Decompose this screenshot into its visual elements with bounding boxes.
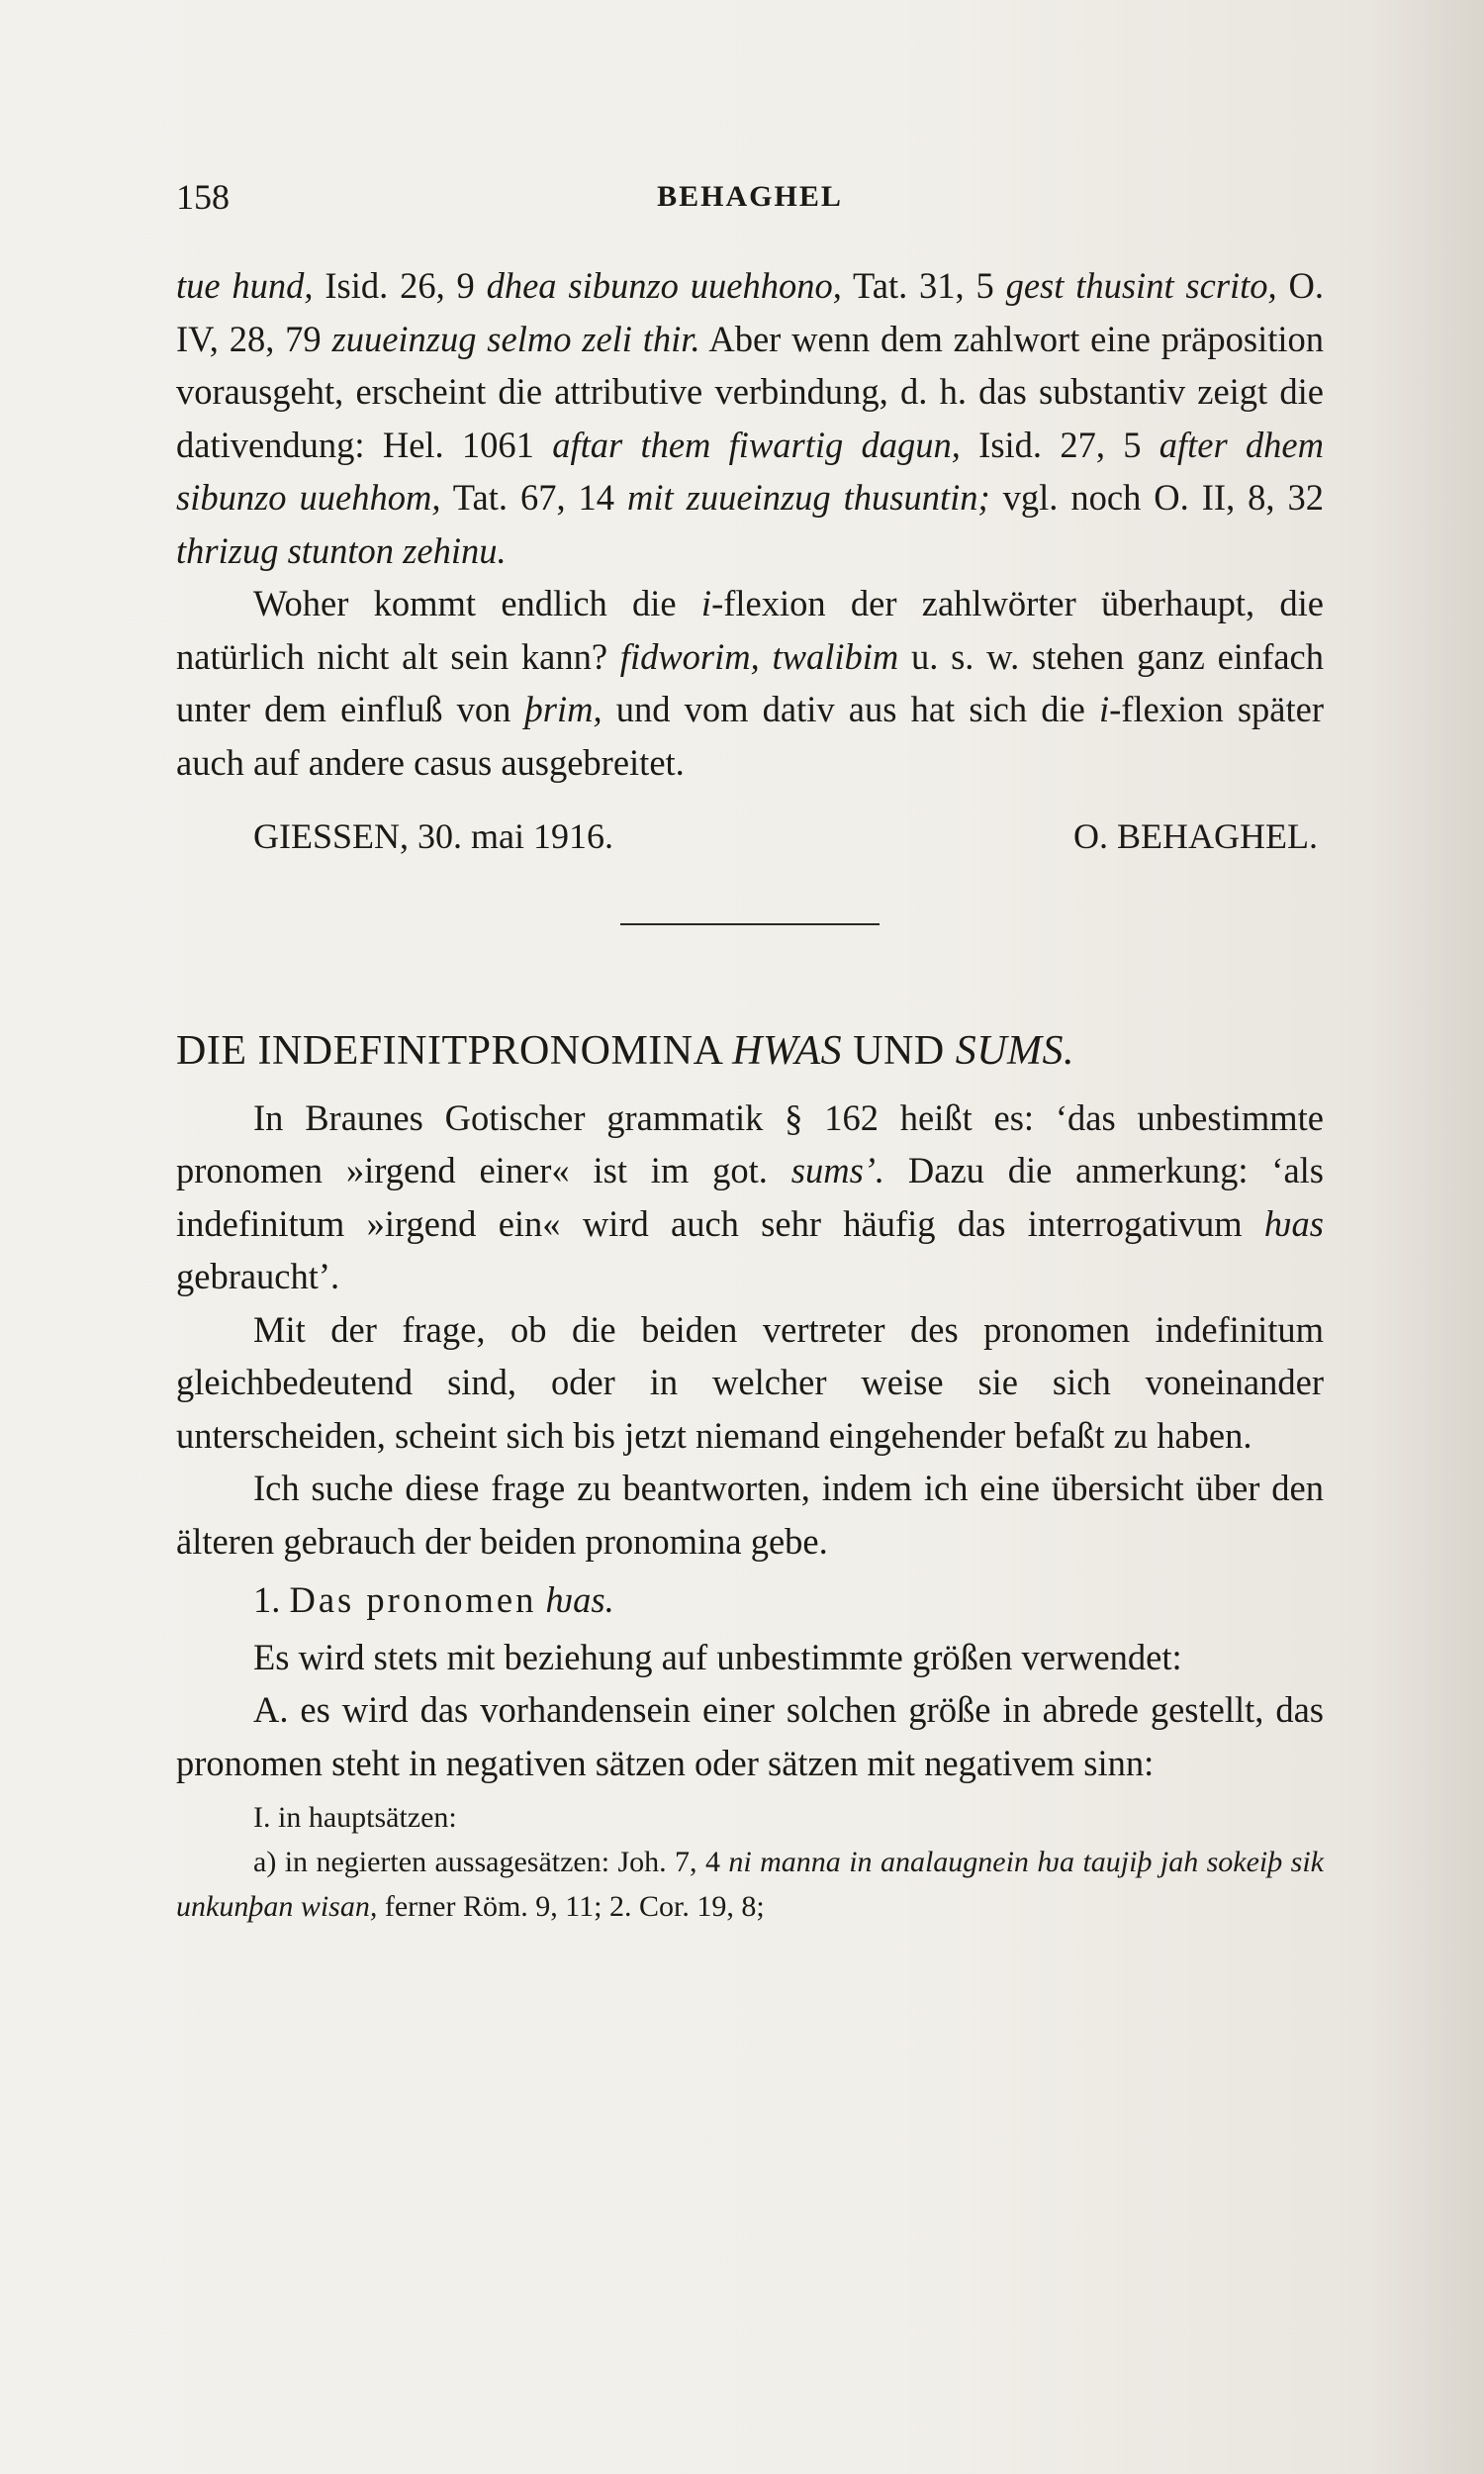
citation: mit zuueinzug thusuntin; bbox=[627, 477, 990, 518]
section-divider bbox=[620, 923, 880, 925]
citation: sums’. bbox=[790, 1150, 885, 1190]
text-run: Tat. 31, 5 bbox=[841, 265, 1006, 306]
citation: zuueinzug selmo zeli thir. bbox=[331, 318, 700, 359]
text-run: ferner Röm. 9, 11; 2. Cor. 19, 8; bbox=[377, 1890, 765, 1923]
paragraph-braune bbox=[176, 1092, 1324, 1303]
text-run: Dazu die anmerkung: ‘als indefinitum »irgend ein« wird auch sehr häufig das interrogativum bbox=[176, 1150, 1324, 1244]
author-signature: O. BEHAGHEL. bbox=[1073, 816, 1318, 856]
heading-text: DIE INDEFINITPRONOMINA bbox=[176, 1027, 733, 1074]
citation: dhea sibunzo uuehhono, bbox=[486, 265, 842, 306]
citation: gest thusint scrito, bbox=[1005, 265, 1277, 306]
text-run: u. s. w. stehen ganz einfach unter dem einfluß von bbox=[176, 635, 1325, 729]
place-date: GIESSEN, 30. mai 1916. bbox=[253, 816, 613, 856]
text-run: Isid. 26, 9 bbox=[313, 265, 487, 306]
text-run: Isid. 27, 5 bbox=[960, 424, 1159, 465]
citation: þrim, bbox=[524, 689, 603, 729]
citation: i bbox=[700, 583, 712, 623]
page-number: 158 bbox=[176, 177, 230, 217]
text-run: Tat. 67, 14 bbox=[440, 477, 628, 518]
citation: fidworim, twalibim bbox=[619, 635, 899, 677]
text-run: gebraucht’. bbox=[176, 1256, 340, 1296]
continuation-paragraph bbox=[176, 259, 1324, 577]
citation: aftar them fiwartig dagun, bbox=[552, 424, 961, 465]
body-text bbox=[176, 259, 1324, 1929]
text-run: a) in negierten aussagesätzen: Joh. 7, 4 bbox=[253, 1846, 729, 1878]
heading-text: UND bbox=[842, 1027, 956, 1074]
text-run: O. IV, 28, 79 bbox=[176, 265, 1324, 359]
paragraph-question: Mit der frage, ob die beiden vertreter des pronomen indefinitum gleichbedeutend sind, oder in welcher weise sie sich voneinander unterscheiden, scheint sich bis jetzt niemand eingehender befaßt zu haben. bbox=[176, 1308, 1324, 1456]
article-heading bbox=[176, 1024, 1324, 1078]
paragraph-a: A. es wird das vorhandensein einer solchen größe in abrede gestellt, das pronomen steht in negativen sätzen oder sätzen mit negativem sinn: bbox=[176, 1689, 1324, 1783]
citation: after dhem sibunzo uuehhom, bbox=[176, 424, 1324, 518]
paragraph-usage: Es wird stets mit beziehung auf unbestimmte größen verwendet: bbox=[253, 1636, 1182, 1677]
text-run: und vom dativ aus hat sich die bbox=[602, 689, 1099, 729]
heading-term: HWAS bbox=[732, 1027, 843, 1074]
section-number: 1. bbox=[253, 1579, 281, 1620]
text-run: Aber wenn dem zahlwort eine präposition vorausgeht, erscheint die attributive verbindung, d. h. das substantiv zeigt die dativendung: Hel. 1061 bbox=[176, 318, 1324, 465]
section-term: ƕas. bbox=[545, 1579, 614, 1620]
paragraph-sub-a bbox=[176, 1840, 1324, 1929]
text-run: Woher kommt endlich die bbox=[253, 583, 701, 623]
citation: ni manna in analaugnein ƕa taujiþ jah sokeiþ sik unkunþan wisan, bbox=[176, 1846, 1324, 1923]
text-run: -flexion später auch auf andere casus ausgebreitet. bbox=[176, 689, 1324, 783]
citation: ƕas bbox=[1263, 1202, 1324, 1244]
text-run: vgl. noch O. II, 8, 32 bbox=[989, 477, 1325, 518]
signature-line bbox=[176, 810, 1324, 864]
section-heading-1 bbox=[176, 1573, 1324, 1627]
citation: tue hund, bbox=[176, 265, 314, 306]
text-run: -flexion der zahlwörter überhaupt, die natürlich nicht alt sein kann? bbox=[176, 583, 1324, 677]
running-title: BEHAGHEL bbox=[657, 180, 843, 213]
paragraph-flexion bbox=[176, 577, 1324, 789]
citation: thrizug stunton zehinu. bbox=[176, 529, 507, 571]
citation: i bbox=[1099, 689, 1110, 729]
text-run: In Braunes Gotischer grammatik § 162 heißt es: ‘das unbestimmte pronomen »irgend einer« ist im got. bbox=[176, 1096, 1324, 1190]
section-label: Das pronomen bbox=[289, 1579, 537, 1620]
subsection-heading: I. in hauptsätzen: bbox=[253, 1801, 457, 1834]
running-head bbox=[176, 176, 1324, 226]
paragraph-answer: Ich suche diese frage zu beantworten, indem ich eine übersicht über den älteren gebrauch der beiden pronomina gebe. bbox=[176, 1468, 1324, 1562]
heading-term: SUMS. bbox=[955, 1027, 1075, 1074]
